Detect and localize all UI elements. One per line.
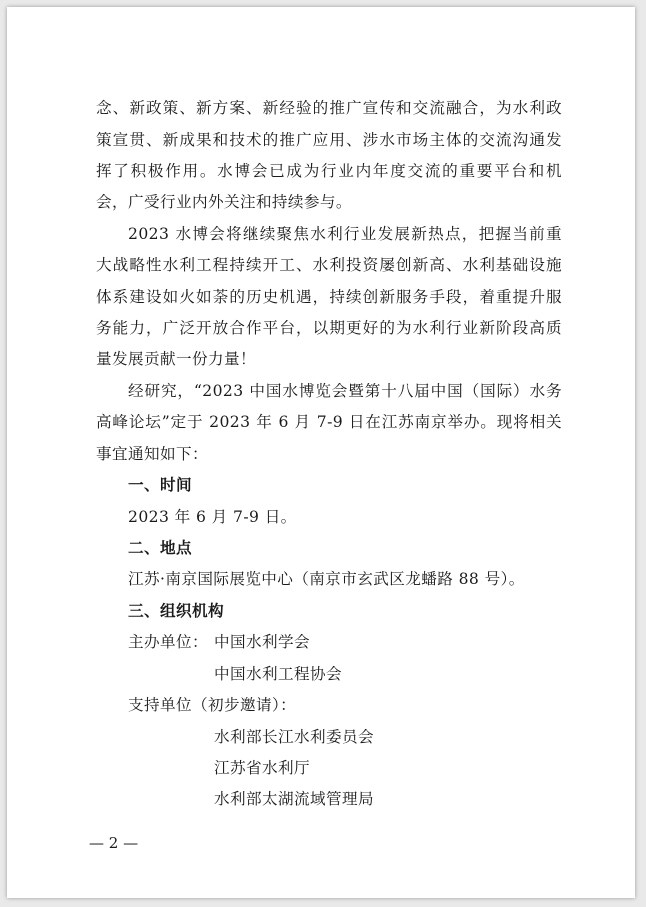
notice-line-3: 事宜通知如下： [96,445,208,463]
supporter-item: 水利部太湖流域管理局 [214,790,374,808]
time-value: 2023 年 6 月 7-9 日。 [128,508,297,526]
intro-line-2: 策宣贯、新成果和技术的推广应用、涉水市场主体的交流沟通发 [96,131,562,149]
notice-line-1: 经研究，“2023 中国水博览会暨第十八届中国（国际）水务 [128,382,562,400]
section-heading-location: 二、地点 [128,539,192,557]
intro-line-4: 会，广受行业内外关注和持续参与。 [96,193,352,211]
paragraph-2023-line-5: 量发展贡献一份力量！ [96,350,256,368]
section-heading-time: 一、时间 [128,476,192,494]
document-page [7,7,635,898]
location-value: 江苏·南京国际展览中心（南京市玄武区龙蟠路 88 号）。 [128,570,525,588]
host-item: 中国水利学会 [214,633,310,651]
host-item: 中国水利工程协会 [214,665,342,683]
paragraph-2023-line-2: 大战略性水利工程持续开工、水利投资屡创新高、水利基础设施 [96,256,562,274]
intro-line-1: 念、新政策、新方案、新经验的推广宣传和交流融合，为水利政 [96,99,562,117]
host-label: 主办单位： [128,633,208,651]
paragraph-2023-line-1: 2023 水博会将继续聚焦水利行业发展新热点，把握当前重 [128,225,562,243]
paragraph-2023-line-4: 务能力，广泛开放合作平台，以期更好的为水利行业新阶段高质 [96,319,562,337]
supporter-item: 江苏省水利厅 [214,759,310,777]
paragraph-2023-line-3: 体系建设如火如荼的历史机遇，持续创新服务手段，着重提升服 [96,288,562,306]
support-label: 支持单位（初步邀请）： [128,696,297,714]
intro-line-3: 挥了积极作用。水博会已成为行业内年度交流的重要平台和机 [96,162,562,180]
supporter-item: 水利部长江水利委员会 [214,728,374,746]
notice-line-2: 高峰论坛”定于 2023 年 6 月 7-9 日在江苏南京举办。现将相关 [96,413,562,431]
section-heading-organization: 三、组织机构 [128,602,224,620]
page-number: — 2 — [89,834,139,852]
